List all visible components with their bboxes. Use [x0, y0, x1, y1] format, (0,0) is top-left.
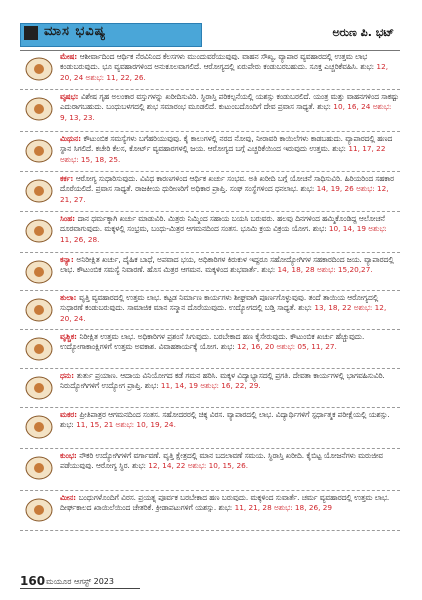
- prediction-text: ವೃತ್ತಿ ವ್ಯವಹಾರದಲ್ಲಿ ಉತ್ತಮ ಲಾಭ. ಕಟ್ಟಡ ನಿರ್ಮಾಣ ಕಾರ್ಯಗಳು ಶೀಘ್ರವಾಗಿ ಪೂರ್ಣಗೊಳ್ಳುವುವು. ತಂದೆ ತಾಯಿಯ ಆರೋಗ್ಯದಲ್ಲಿ ಸುಧಾರಣೆ ಕಂಡುಬರುವುದು. ಸಾಮಾಜಿಕ ಮಾನ ಸನ್ಮಾನ ದೊರೆಯುವುದು. ಉದ್ಯೋಗದಲ್ಲಿ ಬಡ್ತಿ ಸಾಧ್ಯತೆ. ಶುಭ:: [60, 293, 379, 313]
- sign-name: ತುಲಾ:: [60, 293, 79, 302]
- prediction-text: ದಾನ ಧರ್ಮಕ್ಕಾಗಿ ಖರ್ಚು ಮಾಡುವಿರಿ. ಮಿತ್ರರು ನಿಮ್ಮಿಂದ ಸಹಾಯ ಬಯಸಿ ಬರುವರು. ಹಲವು ದಿನಗಳಿಂದ ಹಮ್ಮಿಕೊಂಡಿದ್ದ ಆಲೋಚನೆ ದೂರವಾಗುವುದು. ಮಕ್ಕಳಲ್ಲಿ ಸಂಭ್ರಮ, ಬಂಧು-ಮಿತ್ರರ ಆಗಮನದಿಂದ ಸಂತಸ. ಭೂಮಿ ಕ್ರಯ ವಿಕ್ರಯ ಯೋಗ. ಶುಭ:: [60, 214, 385, 234]
- sign-name: ಕುಂಭ:: [60, 451, 80, 460]
- prediction-text: ಪ್ರೀತಿಪಾತ್ರರ ಆಗಮನದಿಂದ ಸಂತಸ. ಸಹೋದರರಲ್ಲಿ ಚಿಕ್ಕ ವಿರಸ. ವ್ಯಾಪಾರದಲ್ಲಿ ಲಾಭ. ವಿದ್ಯಾರ್ಥಿಗಳಿಗೆ ಸ್ಪರ್ಧಾತ್ಮಕ ಪರೀಕ್ಷೆಯಲ್ಲಿ ಯಶಸ್ಸು. ಶುಭ:: [60, 410, 390, 430]
- prediction-text: ವಿಶೇಷ ಗೃಹ ಅಲಂಕಾರ ವಸ್ತುಗಳನ್ನು ಖರೀದಿಸುವಿರಿ. ಸ್ಥಿರಾಸ್ತಿ ಪರಿಕಲ್ಪನೆಯಲ್ಲಿ ಯಶಸ್ಸು ಕಂಡುಬರಲಿದೆ. ಯಂತ್ರ ಮತ್ತು ವಾಹನಗಳಿಂದ ಸಾಕಷ್ಟು ಎದುರಾಗಬಹುದು. ಬಂಧುಬಳಗದಲ್ಲಿ ಶುಭ ಸಮಾರಂಭ ಮೂಡಲಿದೆ. ಕುಟುಂಬದೊಂದಿಗೆ ದೇವ ಪ್ರವಾಸ ಸಾಧ್ಯತೆ. ಶುಭ:: [60, 92, 399, 112]
- prediction-text: ಬಂಧುಗಳೊಂದಿಗೆ ವಿರಸ. ಪ್ರಯತ್ನ ಪೂರ್ವಕ ಬರಬೇಕಾದ ಹಣ ಬರುವುದು. ಮಕ್ಕಳಿಂದ ಸುವಾರ್ತೆ. ಚರ್ಮ ವ್ಯವಹಾರದಲ್ಲಿ ಉತ್ತಮ ಲಾಭ. ದೀರ್ಘಕಾಲದ ಖಾಯಿಲೆಯಿಂದ ಚೇತರಿಕೆ. ಕ್ರೀಡಾಪಟುಗಳಿಗೆ ಯಶಸ್ಸು. ಶುಭ:: [60, 493, 390, 513]
- lucky-dates: 14, 19, 26 ಅಶುಭ: 12, 21, 27.: [60, 184, 389, 204]
- sign-name: ಸಿಂಹ:: [60, 214, 78, 223]
- horoscope-entry: [20, 92, 400, 132]
- sign-name: ಮೀನ:: [60, 493, 79, 502]
- horoscope-entry: [20, 493, 400, 531]
- horoscope-entry: [20, 214, 400, 253]
- sign-name: ಮಿಥುನ:: [60, 134, 84, 143]
- lucky-dates: 12, 20, 24 ಅಶುಭ: 11, 22, 26.: [60, 62, 389, 82]
- page-number: 160: [20, 574, 46, 588]
- lucky-dates: 11, 14, 19 ಅಶುಭ: 16, 22, 29.: [160, 381, 261, 391]
- horoscope-entry: [20, 293, 400, 330]
- lucky-dates: 11, 15, 21 ಅಶುಭ: 10, 19, 24.: [76, 420, 176, 430]
- section-title: ಮಾಸ ಭವಿಷ್ಯ: [44, 24, 107, 39]
- sign-name: ಮೇಷ:: [60, 52, 80, 61]
- prediction-text: ನೌಕರಿ ಉದ್ಯೋಗಿಗಳಿಗೆ ವರ್ಗಾವಣೆ. ವೃತ್ತಿ ಕ್ಷೇತ್ರದಲ್ಲಿ ಮಾನ ಬದಲಾವಣೆ ಸಮಯ. ಸ್ಥಿರಾಸ್ತಿ ಖರೀದಿ. ಕೈಬಿಟ್ಟ ಯೋಜನೆಗಳು ಮರುಜೀವ ಪಡೆಯುವುವು. ಆರೋಗ್ಯ ಸ್ಥಿರ. ಶುಭ:: [60, 451, 383, 471]
- horoscope-entry: [20, 451, 400, 491]
- lucky-dates: 12, 16, 20 ಅಶುಭ: 05, 11, 27.: [237, 342, 337, 352]
- horoscope-entry: [20, 134, 400, 172]
- lucky-dates: 14, 18, 28 ಅಶುಭ: 15,20,27.: [277, 265, 373, 275]
- horoscope-entry: [20, 410, 400, 449]
- sign-name: ಮಕರ:: [60, 410, 80, 419]
- lucky-dates: 10, 14, 19 ಅಶುಭ: 11, 26, 28.: [60, 224, 387, 244]
- lucky-dates: 13, 18, 22 ಅಶುಭ: 12, 20, 24.: [60, 303, 387, 323]
- prediction-text: ಅನಿರೀಕ್ಷಿತ ಖರ್ಚು, ದೈಹಿಕ ಬಾಧೆ, ಅಪವಾದ ಭಯ, ಅಧಿಕಾರಿಗಳ ಕಿರುಕುಳ ಇದ್ದರೂ ಸಹೋದ್ಯೋಗಿಗಳ ಸಹಕಾರದಿಂದ ಜಯ. ವ್ಯಾಪಾರದಲ್ಲಿ ಲಾಭ. ಕೌಟುಂಬಿಕ ಸಮಸ್ಯೆ ನಿವಾರಣೆ. ಹೊಸ ಮಿತ್ರರ ಆಗಮನ. ಮಕ್ಕಳಿಂದ ಶುಭವಾರ್ತೆ. ಶುಭ:: [60, 255, 394, 275]
- divider: [20, 50, 400, 51]
- lucky-dates: 11, 21, 28 ಅಶುಭ: 18, 26, 29: [234, 503, 333, 513]
- sign-name: ಧನು:: [60, 371, 77, 380]
- footer-divider: [20, 588, 140, 589]
- lucky-dates: 12, 14, 22 ಅಶುಭ: 10, 15, 26.: [148, 461, 249, 471]
- sign-name: ವೃಷಭ:: [60, 92, 81, 101]
- prediction-text: ತುರ್ತು ಪ್ರಯಾಣ. ಆದಾಯ ವಿನಿಯೋಗದ ಕಡೆ ಗಮನ ಹರಿಸಿ. ಮಕ್ಕಳ ವಿದ್ಯಾಭ್ಯಾಸದಲ್ಲಿ ಪ್ರಗತಿ. ದೇವತಾ ಕಾರ್ಯಗಳಲ್ಲಿ ಭಾಗವಹಿಸುವಿರಿ. ನಿರುದ್ಯೋಗಿಗಳಿಗೆ ಉದ್ಯೋಗ ಪ್ರಾಪ್ತಿ. ಶುಭ:: [60, 371, 385, 391]
- horoscope-entry: [20, 255, 400, 291]
- sign-name: ಕನ್ಯಾ:: [60, 255, 77, 264]
- lucky-dates: 11, 17, 22 ಅಶುಭ: 15, 18, 25.: [60, 144, 386, 164]
- sign-name: ಕರ್ಕ:: [60, 174, 76, 183]
- prediction-text: ಕೌಟುಂಬಿಕ ಸಮಸ್ಯೆಗಳು ಬಗೆಹರಿಯುವುವು. ಕೈ ಕಾಲುಗಳಲ್ಲಿ ನರದ ನೋವು, ನೀರಾವರಿ ಕಾಯಿಲೆಗಳು ಕಾಡಬಹುದು. ವ್ಯಾಪಾರದಲ್ಲಿ ಹಣದ ಸ್ಥಾನ ಸಿಗಲಿದೆ. ಕಚೇರಿ ಕೆಲಸ, ಕೋರ್ಟ್ ವ್ಯವಹಾರಗಳಲ್ಲಿ ಜಯ. ಆರೋಗ್ಯದ ಬಗ್ಗೆ ಎಚ್ಚರಿಕೆಯಿಂದ ಇರುವುದು ಉತ್ತಮ. ಶುಭ:: [60, 134, 393, 154]
- horoscope-entry: [20, 174, 400, 212]
- prediction-text: ಆಶೀರ್ವಾದಿಂದ ಆರ್ಥಿಕ ನೆರವಿನಿಂದ ಕೆಲಸಗಳು ಮುಂದುವರೆಯುವುವು. ವಾಹನ ಸೌಖ್ಯ, ವ್ಯಾಪಾರ ವ್ಯವಹಾರದಲ್ಲಿ ಉತ್ತಮ ಲಾಭ ಕಂಡುಬರುವುದು. ಭೂ ವ್ಯವಹಾರಗಳಿಂದ ಅನುಕೂಲವಾಗಲಿದೆ. ಆರೋಗ್ಯದಲ್ಲಿ ಏರುಪೇರು ಕಂಡುಬರಬಹುದು. ಸೂಕ್ತ ಎಚ್ಚರಿಕೆವಹಿಸಿ. ಶುಭ:: [60, 52, 377, 72]
- lucky-dates: 10, 16, 24 ಅಶುಭ: 9, 13, 23.: [60, 102, 392, 122]
- header-square-icon: [24, 26, 38, 40]
- horoscope-entry: [20, 332, 400, 369]
- horoscope-entry: [20, 52, 400, 90]
- magazine-name: ಮಯೂರ ಆಗಸ್ಟ್ 2023: [46, 577, 114, 586]
- prediction-text: ಆರೋಗ್ಯ ಸುಧಾರಿಸುವುದು. ವಿವಿಧ ಕಾರಣಗಳಿಂದ ಆರ್ಥಿಕ ಖರ್ಚು ಸಂಭವ. ಅತಿ ಖರೀದಿ ಬಗ್ಗೆ ಯೋಚನೆ ಸಾಧಿಸುವಿರಿ. ಹಿರಿಯರಿಂದ ಸಹಕಾರ ದೊರೆಯಲಿದೆ. ಪ್ರವಾಸ ಸಾಧ್ಯತೆ. ರಾಜಕೀಯ ಧುರೀಣರಿಗೆ ಅಧಿಕಾರ ಪ್ರಾಪ್ತಿ. ಸಂಘ ಸಂಸ್ಥೆಗಳಿಂದ ಧನಲಾಭ. ಶುಭ:: [60, 174, 395, 194]
- prediction-text: ನಿರೀಕ್ಷಿತ ಉತ್ತಮ ಲಾಭ. ಅಧಿಕಾರಿಗಳ ಪ್ರಶಂಸೆ ಸಿಗುವುದು. ಬರಬೇಕಾದ ಹಣ ಕೈಸೇರುವುದು. ಕೌಟುಂಬಿಕ ಖರ್ಚು ಹೆಚ್ಚುವುದು. ಉದ್ಯೋಗಾಕಾಂಕ್ಷಿಗಳಿಗೆ ಉತ್ತಮ ಅವಕಾಶ. ವಿವಾಹಕಾರ್ಯಕ್ಕೆ ಯೋಗ. ಶುಭ:: [60, 332, 365, 352]
- author-name: ಅರುಣ ಪಿ. ಭಟ್: [332, 26, 394, 39]
- sign-name: ವೃಶ್ಚಿಕ:: [60, 332, 80, 341]
- horoscope-entry: [20, 371, 400, 408]
